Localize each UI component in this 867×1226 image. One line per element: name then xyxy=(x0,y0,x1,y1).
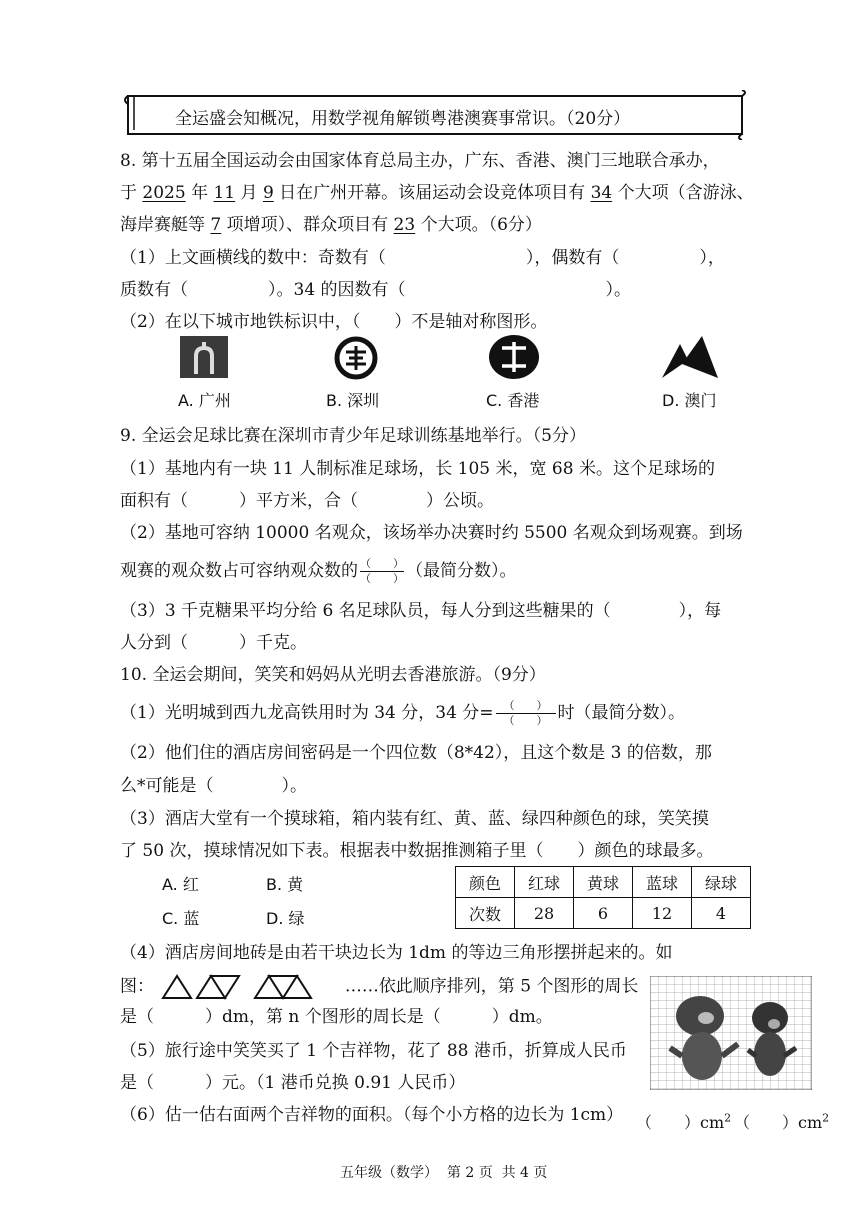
guangzhou-metro-logo xyxy=(180,336,228,378)
q8-part2: （2）在以下城市地铁标识中，（ ）不是轴对称图形。 xyxy=(120,312,548,332)
q8-line3: 海岸赛艇等 7 项增项）、群众项目有 23 个大项。（6分） xyxy=(120,215,542,235)
q10-part4-line2: 图： ……依此顺序排列，第 5 个图形的周长 xyxy=(120,974,638,1000)
q9-part3-line1: （3）3 千克糖果平均分给 6 名足球队员，每人分到这些糖果的（ ），每 xyxy=(120,601,722,621)
table-cell: 颜色 xyxy=(456,867,515,898)
macau-metro-logo xyxy=(658,334,720,380)
q10-part3-line1: （3）酒店大堂有一个摸球箱，箱内装有红、黄、蓝、绿四种颜色的球，笑笑摸 xyxy=(120,809,709,829)
option-a[interactable]: A. 红 xyxy=(162,875,199,894)
table-cell: 4 xyxy=(692,898,751,929)
table-cell: 蓝球 xyxy=(633,867,692,898)
shenzhen-metro-logo xyxy=(334,336,378,380)
q10-title: 10. 全运会期间，笑笑和妈妈从光明去香港旅游。（9分） xyxy=(120,665,546,685)
hongkong-metro-icon xyxy=(488,334,540,380)
q8-line1: 8. 第十五届全国运动会由国家体育总局主办，广东、香港、澳门三地联合承办， xyxy=(120,151,720,171)
table-cell: 黄球 xyxy=(574,867,633,898)
fraction-blank[interactable]: $\frac{( )}{( )}$ xyxy=(360,557,404,585)
mascot-grid-icon xyxy=(650,976,812,1090)
section-banner xyxy=(120,90,750,140)
table-header-row xyxy=(456,867,751,898)
q10-part4-line1: （4）酒店房间地砖是由若干块边长为 1dm 的等边三角形摆拼起来的。如 xyxy=(120,943,673,963)
q8-part1-line2: 质数有（ ）。34 的因数有（ ）。 xyxy=(120,280,632,300)
q9-part1-line1: （1）基地内有一块 11 人制标准足球场，长 105 米，宽 68 米。这个足球场的 xyxy=(120,459,715,479)
logo-label-a: A. 广州 xyxy=(178,391,231,410)
q9-title: 9. 全运会足球比赛在深圳市青少年足球训练基地举行。（5分） xyxy=(120,426,586,446)
logo-label-b: B. 深圳 xyxy=(326,391,380,410)
logo-label-c: C. 香港 xyxy=(486,391,540,410)
triangle-pattern-icon xyxy=(159,974,339,1000)
q10-part3-line2: 了 50 次，摸球情况如下表。根据表中数据推测箱子里（ ）颜色的球最多。 xyxy=(120,841,714,861)
option-b[interactable]: B. 黄 xyxy=(266,875,304,894)
guangzhou-metro-icon xyxy=(180,336,228,378)
option-c[interactable]: C. 蓝 xyxy=(162,909,200,928)
option-d[interactable]: D. 绿 xyxy=(266,909,305,928)
area-answer-1[interactable]: （ ）$cm^2$ xyxy=(636,1111,732,1132)
table-cell: 12 xyxy=(633,898,692,929)
table-cell: 6 xyxy=(574,898,633,929)
q10-part5-line2: 是（ ）元。（1 港币兑换 0.91 人民币） xyxy=(120,1073,466,1093)
mascot-grid-figure xyxy=(650,976,812,1090)
ball-count-table xyxy=(455,866,751,929)
q9-part2-line2: 观赛的观众数占可容纳观众数的 $\frac{( )}{( )}$ （最简分数）。 xyxy=(120,557,517,585)
area-answer-2[interactable]: （ ）$cm^2$ xyxy=(734,1111,830,1132)
q10-part1: （1）光明城到西九龙高铁用时为 34 分，34 分= $\frac{( )}{( )}$ 时（最简分数）。 xyxy=(120,699,686,727)
q9-part2-line1: （2）基地可容纳 10000 名观众，该场举办决赛时约 5500 名观众到场观赛。到场 xyxy=(120,523,743,543)
q8-part1-line1: （1）上文画横线的数中：奇数有（ ），偶数有（ ）， xyxy=(120,248,725,268)
q10-part2-line2: 么*可能是（ ）。 xyxy=(120,776,307,796)
table-cell: 28 xyxy=(515,898,574,929)
shenzhen-metro-icon xyxy=(334,336,378,380)
q10-part5-line1: （5）旅行途中笑笑买了 1 个吉祥物，花了 88 港币，折算成人民币 xyxy=(120,1041,627,1061)
logo-label-d: D. 澳门 xyxy=(662,391,717,410)
macau-metro-icon xyxy=(658,334,720,380)
table-cell: 次数 xyxy=(456,898,515,929)
hongkong-metro-logo xyxy=(488,334,540,380)
page-footer: 五年级（数学） 第 2 页 共 4 页 xyxy=(340,1165,548,1181)
q10-part2-line1: （2）他们住的酒店房间密码是一个四位数（8*42），且这个数是 3 的倍数，那 xyxy=(120,743,712,763)
q8-line2: 于 2025 年 11 月 9 日在广州开幕。该届运动会设竞体项目有 34 个大项（含游泳、 xyxy=(120,183,754,203)
table-cell: 红球 xyxy=(515,867,574,898)
banner-text: 全运盛会知概况，用数学视角解锁粤港澳赛事常识。（20分） xyxy=(175,109,631,129)
q9-part1-line2: 面积有（ ）平方米，合（ ）公顷。 xyxy=(120,491,494,511)
fraction-blank[interactable]: $\frac{( )}{( )}$ xyxy=(496,700,556,727)
table-cell: 绿球 xyxy=(692,867,751,898)
q9-part3-line2: 人分到（ ）千克。 xyxy=(120,633,307,653)
table-row xyxy=(456,898,751,929)
q10-part4-line3: 是（ ）dm，第 n 个图形的周长是（ ）dm。 xyxy=(120,1007,553,1027)
q10-part6: （6）估一估右面两个吉祥物的面积。（每个小方格的边长为 1cm） xyxy=(120,1105,624,1125)
